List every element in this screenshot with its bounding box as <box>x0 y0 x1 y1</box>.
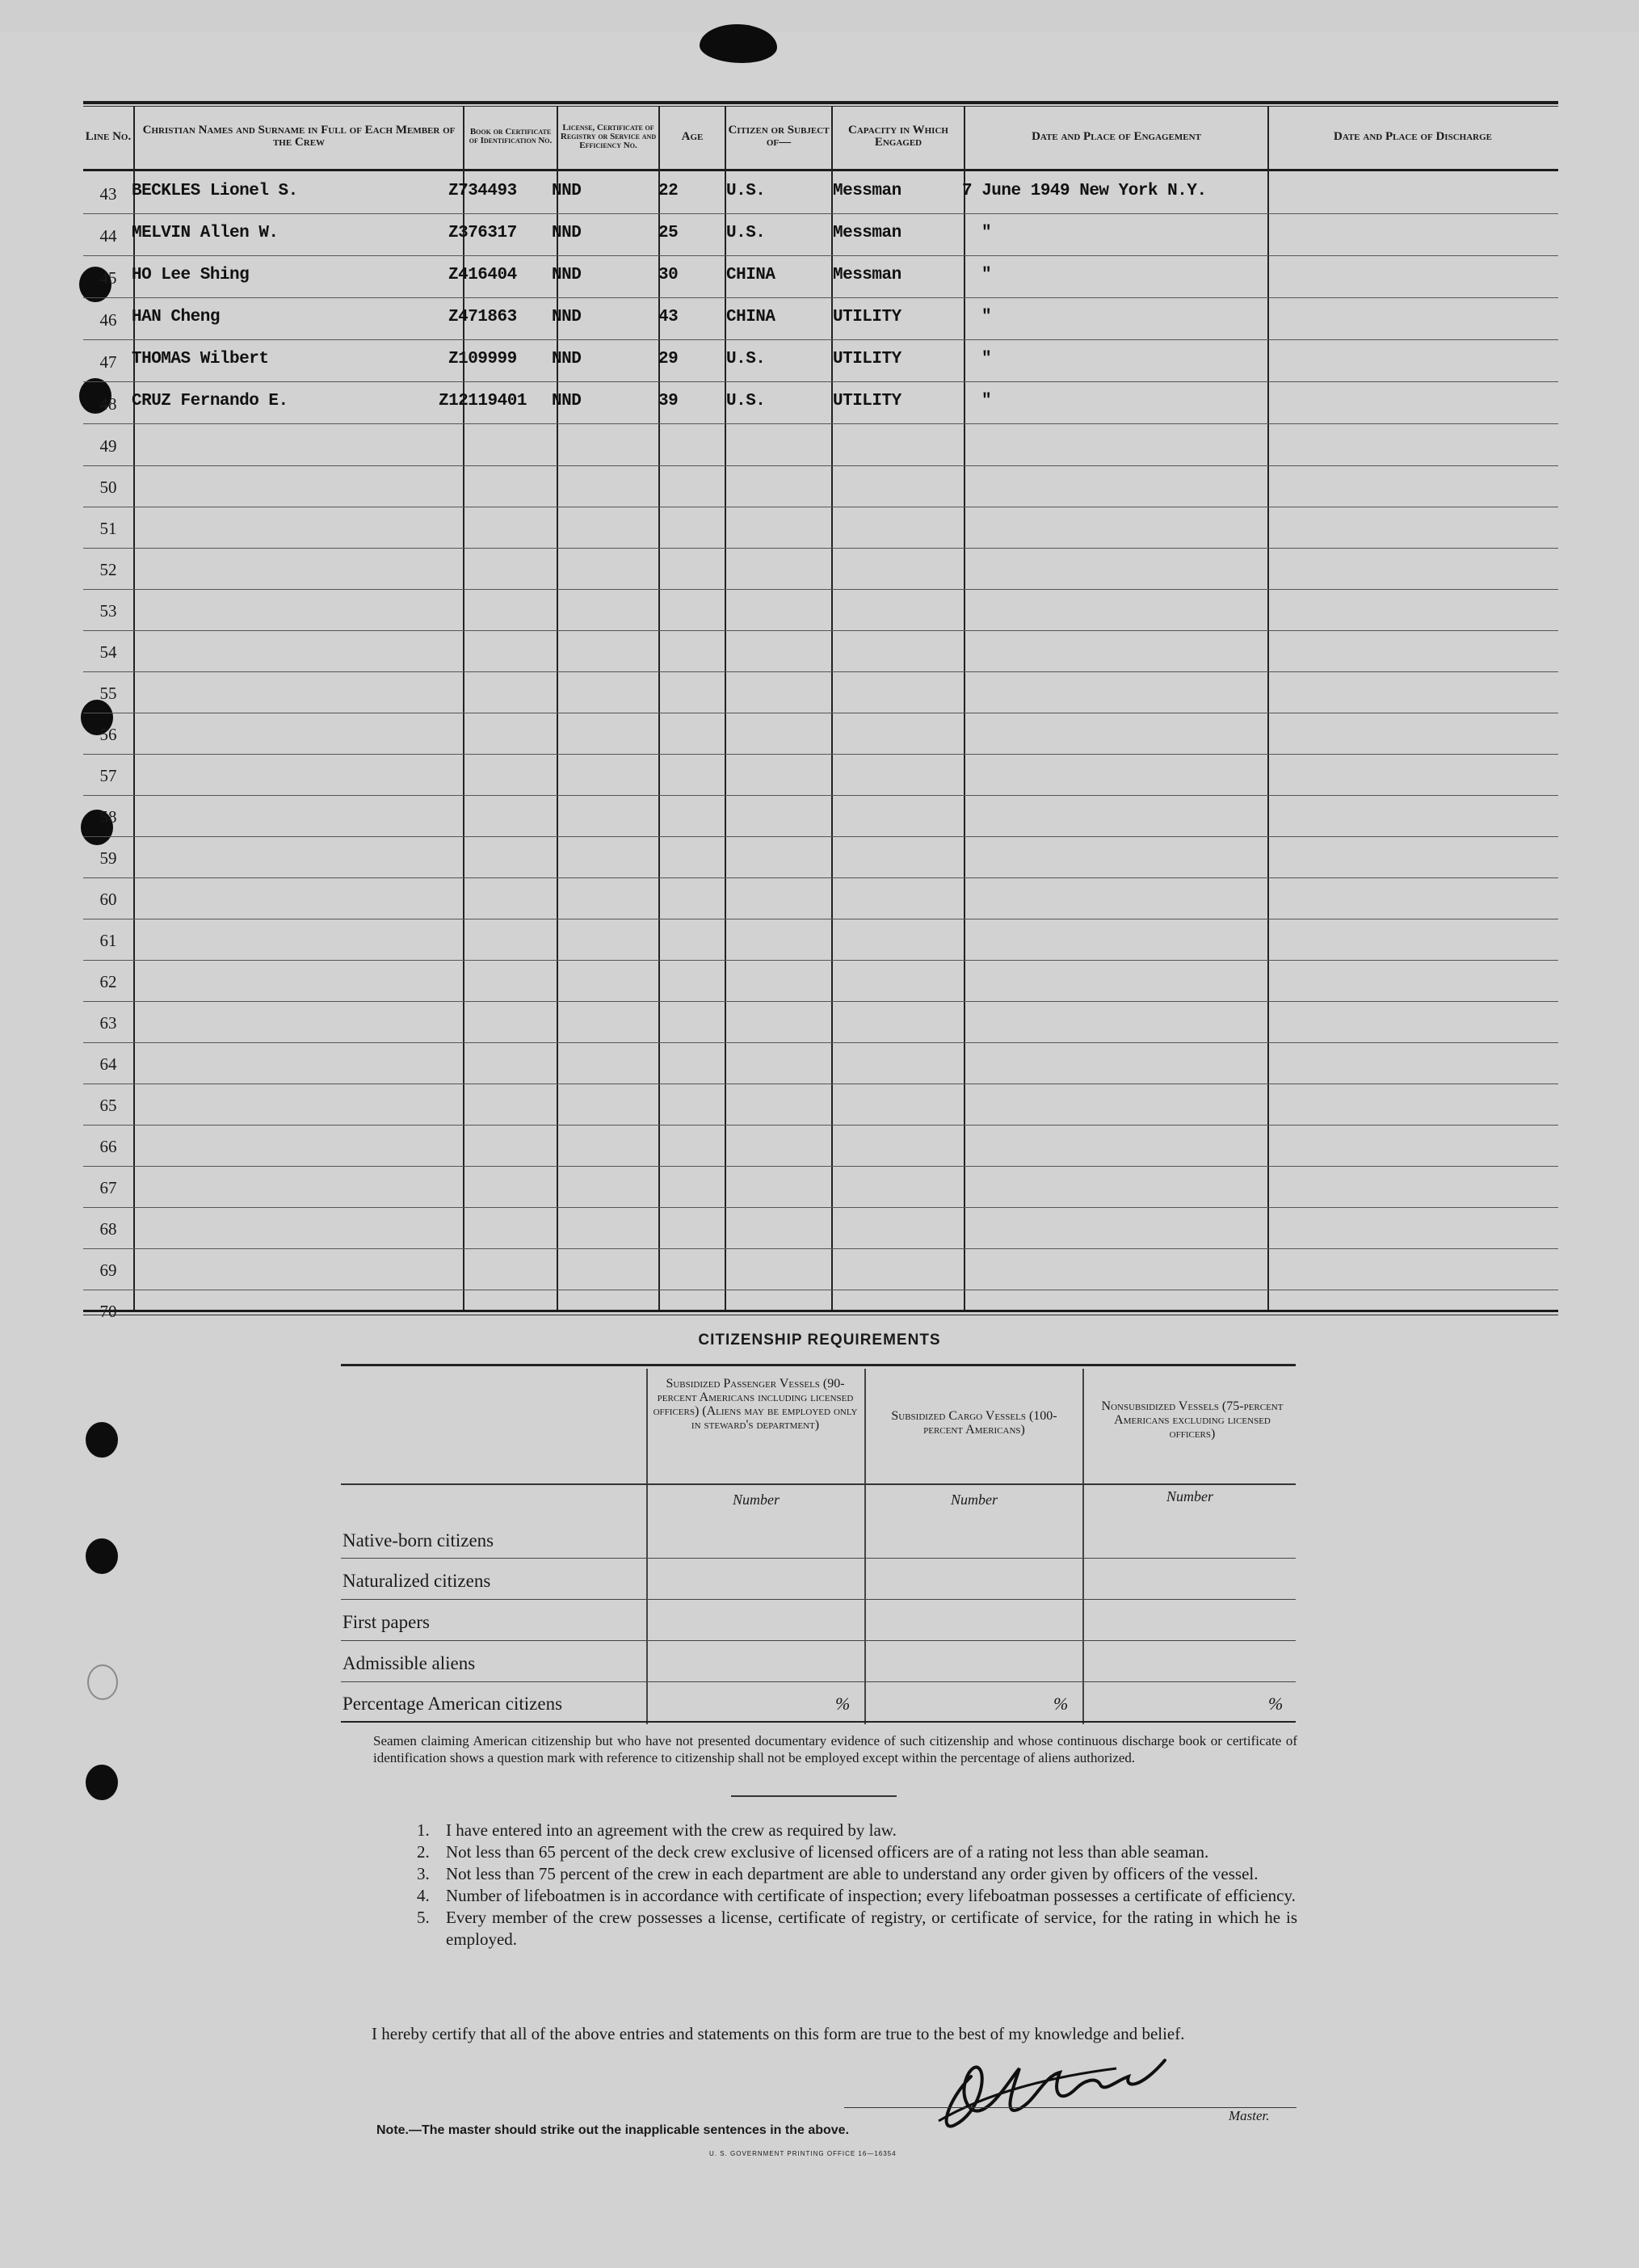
statement-number: 3. <box>417 1864 430 1883</box>
crew-capacity: UTILITY <box>833 392 901 410</box>
percent-sign: % <box>835 1694 851 1714</box>
row-admissible-aliens: Admissible aliens <box>343 1653 476 1673</box>
citizenship-requirements-table <box>341 1364 1296 1724</box>
crew-row <box>83 754 1558 796</box>
header-discharge: Date and Place of Discharge <box>1334 129 1492 143</box>
row-first-papers: First papers <box>343 1612 430 1632</box>
statement-text: Every member of the crew possesses a license, certificate of registry, or certificate of service, for the rating in which he is employed. <box>446 1908 1297 1949</box>
statement-number: 2. <box>417 1842 430 1862</box>
crew-row <box>83 1125 1558 1167</box>
certification-text: I hereby certify that all of the above entries and statements on this form are true to the best of my knowledge and belief. <box>372 2024 1185 2043</box>
line-number: 63 <box>99 1013 117 1033</box>
crew-row <box>83 671 1558 713</box>
line-number: 66 <box>99 1137 117 1156</box>
line-number: 57 <box>99 766 117 785</box>
citizenship-title: CITIZENSHIP REQUIREMENTS <box>698 1332 941 1349</box>
crew-name: BECKLES Lionel S. <box>132 182 298 200</box>
line-number: 45 <box>99 268 117 288</box>
crew-row <box>83 507 1558 549</box>
crew-row <box>83 424 1558 466</box>
crew-row <box>83 172 1558 214</box>
crew-book-no: Z471863 <box>448 308 517 326</box>
line-number: 43 <box>99 184 117 204</box>
header-capacity: Capacity in Which Engaged <box>848 124 948 149</box>
page-top-edge <box>0 0 1639 32</box>
crew-citizen: U.S. <box>726 392 766 410</box>
crew-row <box>83 1166 1558 1208</box>
number-label: Number <box>1166 1488 1213 1504</box>
line-number: 53 <box>99 601 117 621</box>
master-signature <box>922 2044 1189 2141</box>
crew-license: NND <box>552 224 582 242</box>
statement-item <box>417 1885 1297 1907</box>
crew-row <box>83 465 1558 507</box>
crew-license: NND <box>552 392 582 410</box>
crew-age: 29 <box>658 350 679 368</box>
crew-license: NND <box>552 308 582 326</box>
crew-row <box>83 795 1558 837</box>
crew-row <box>83 713 1558 755</box>
line-number: 59 <box>99 848 117 868</box>
crew-capacity: Messman <box>833 224 901 242</box>
crew-name: THOMAS Wilbert <box>132 350 269 368</box>
header-license: License, Certificate of Registry or Service and Efficiency No. <box>560 122 657 150</box>
line-number: 69 <box>99 1260 117 1280</box>
row-percentage-american: Percentage American citizens <box>343 1694 563 1714</box>
crew-engagement: " <box>981 392 992 410</box>
header-book: Book or Certificate of Identification No. <box>469 127 553 145</box>
line-number: 62 <box>99 972 117 991</box>
crew-row <box>83 214 1558 256</box>
line-number: 48 <box>99 394 117 414</box>
crew-license: NND <box>552 350 582 368</box>
header-engagement: Date and Place of Engagement <box>1032 129 1201 143</box>
crew-engagement: " <box>981 350 992 368</box>
statement-text: Not less than 75 percent of the crew in each department are able to understand any order given by officers of the vessel. <box>446 1864 1259 1883</box>
crew-capacity: Messman <box>833 182 901 200</box>
punch-hole <box>86 1422 118 1458</box>
crew-citizen: U.S. <box>726 350 766 368</box>
crew-name: HAN Cheng <box>132 308 220 326</box>
header-names: Christian Names and Surname in Full of Each Member of the Crew <box>142 124 456 149</box>
crew-row <box>83 836 1558 878</box>
line-number: 52 <box>99 560 117 579</box>
crew-citizen: U.S. <box>726 224 766 242</box>
printer-imprint: U. S. GOVERNMENT PRINTING OFFICE 16—16354 <box>709 2150 897 2157</box>
crew-engagement: 7 June 1949 New York N.Y. <box>962 182 1207 200</box>
line-number: 68 <box>99 1219 117 1239</box>
statement-item <box>417 1820 1297 1841</box>
line-number: 46 <box>99 310 117 330</box>
crew-row <box>83 630 1558 672</box>
crew-age: 43 <box>658 308 679 326</box>
line-number: 58 <box>99 807 117 827</box>
number-label: Number <box>733 1492 780 1508</box>
divider <box>731 1795 897 1797</box>
crew-row <box>83 340 1558 382</box>
row-native-born: Native-born citizens <box>343 1530 494 1551</box>
crew-row <box>83 382 1558 424</box>
crew-citizen: CHINA <box>726 308 775 326</box>
crew-book-no: Z109999 <box>448 350 517 368</box>
line-number: 60 <box>99 890 117 909</box>
citizenship-warning: Seamen claiming American citizenship but who have not presented documentary evidence of such citizenship and whose continuous discharge book or certificate of identification shows a question mark with reference to citizenship shall not be employed except within the percentage of aliens authorized. <box>373 1733 1297 1765</box>
crew-row <box>83 1248 1558 1290</box>
crew-row <box>83 1084 1558 1126</box>
crew-name: HO Lee Shing <box>132 266 250 284</box>
statement-number: 1. <box>417 1820 430 1840</box>
crew-license: NND <box>552 182 582 200</box>
row-naturalized: Naturalized citizens <box>343 1571 491 1591</box>
statement-text: I have entered into an agreement with the crew as required by law. <box>446 1820 897 1840</box>
crew-row <box>83 298 1558 340</box>
line-number: 67 <box>99 1178 117 1197</box>
crew-row <box>83 919 1558 961</box>
crew-capacity: Messman <box>833 266 901 284</box>
statement-item <box>417 1907 1297 1950</box>
crew-name: CRUZ Fernando E. <box>132 392 288 410</box>
line-number: 54 <box>99 642 117 662</box>
line-number: 61 <box>99 931 117 950</box>
header-line-no: Line No. <box>85 129 132 143</box>
punch-hole <box>87 1664 118 1700</box>
crew-capacity: UTILITY <box>833 350 901 368</box>
col-nonsubsidized: Nonsubsidized Vessels (75-percent Americans excluding licensed officers) <box>1101 1399 1284 1441</box>
crew-engagement: " <box>981 308 992 326</box>
statement-item <box>417 1841 1297 1863</box>
header-age: Age <box>681 129 704 143</box>
crew-book-no: Z416404 <box>448 266 517 284</box>
percent-sign: % <box>1053 1694 1069 1714</box>
percent-sign: % <box>1268 1694 1284 1714</box>
col-subsidized-passenger: Subsidized Passenger Vessels (90-percent Americans including licensed officers) (Aliens may be employed only in steward's department) <box>653 1377 858 1432</box>
crew-name: MELVIN Allen W. <box>132 224 279 242</box>
crew-age: 30 <box>658 266 679 284</box>
line-number: 55 <box>99 684 117 703</box>
line-number: 50 <box>99 478 117 497</box>
punch-hole <box>86 1765 118 1800</box>
statement-text: Number of lifeboatmen is in accordance with certificate of inspection; every lifeboatman possesses a certificate of efficiency. <box>446 1886 1296 1905</box>
crew-capacity: UTILITY <box>833 308 901 326</box>
line-number: 47 <box>99 352 117 372</box>
crew-book-no: Z12119401 <box>439 392 527 410</box>
crew-citizen: U.S. <box>726 182 766 200</box>
col-subsidized-cargo: Subsidized Cargo Vessels (100-percent Americans) <box>891 1409 1057 1437</box>
crew-age: 39 <box>658 392 679 410</box>
crew-row <box>83 256 1558 298</box>
statement-text: Not less than 65 percent of the deck crew exclusive of licensed officers are of a rating not less than able seaman. <box>446 1842 1209 1862</box>
crew-row <box>83 548 1558 590</box>
line-number: 51 <box>99 519 117 538</box>
master-label: Master. <box>1229 2108 1270 2123</box>
crew-book-no: Z376317 <box>448 224 517 242</box>
number-label: Number <box>951 1492 998 1508</box>
crew-row <box>83 1001 1558 1043</box>
statement-number: 4. <box>417 1886 430 1905</box>
crew-row <box>83 877 1558 919</box>
punch-hole <box>86 1538 118 1574</box>
line-number: 44 <box>99 226 117 246</box>
crew-engagement: " <box>981 266 992 284</box>
master-statements <box>417 1820 1297 1950</box>
crew-age: 25 <box>658 224 679 242</box>
line-number: 64 <box>99 1054 117 1074</box>
crew-age: 22 <box>658 182 679 200</box>
crew-row <box>83 1042 1558 1084</box>
crew-book-no: Z734493 <box>448 182 517 200</box>
footer-note: Note.—The master should strike out the inapplicable sentences in the above. <box>376 2123 850 2137</box>
line-number: 65 <box>99 1096 117 1115</box>
crew-row <box>83 960 1558 1002</box>
crew-citizen: CHINA <box>726 266 775 284</box>
header-citizen: Citizen or Subject of— <box>728 124 830 149</box>
crew-engagement: " <box>981 224 992 242</box>
line-number: 49 <box>99 436 117 456</box>
crew-row <box>83 589 1558 631</box>
crew-license: NND <box>552 266 582 284</box>
line-number: 56 <box>99 725 117 744</box>
statement-number: 5. <box>417 1908 430 1927</box>
crew-row <box>83 1207 1558 1249</box>
statement-item <box>417 1863 1297 1885</box>
